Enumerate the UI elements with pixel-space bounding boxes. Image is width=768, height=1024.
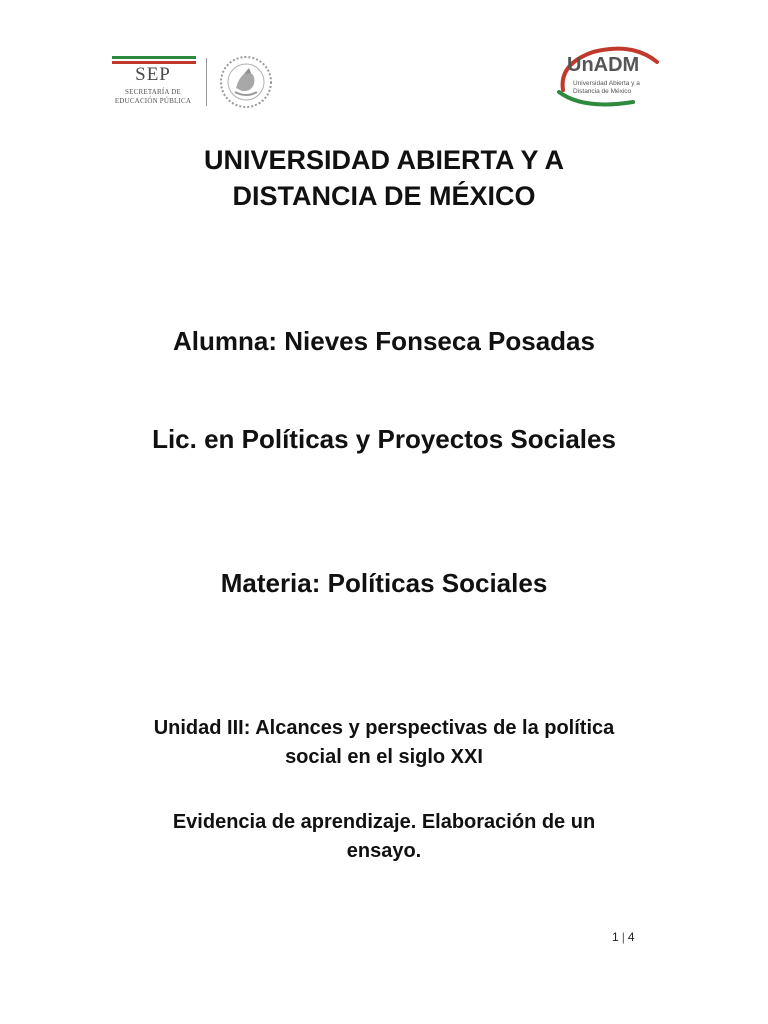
unit-title-line1: Unidad III: Alcances y perspectivas de la política xyxy=(153,717,615,739)
university-title-line2: DISTANCIA DE MÉXICO xyxy=(232,181,536,211)
page-separator: | xyxy=(621,930,625,944)
logo-divider xyxy=(206,58,207,106)
sep-subtitle-line2: EDUCACIÓN PÚBLICA xyxy=(114,97,192,105)
unit-title-line2: social en el siglo XXI xyxy=(285,746,483,768)
unadm-wordmark: UnADM xyxy=(567,54,640,76)
page-total: 4 xyxy=(627,930,635,944)
degree-program: Lic. en Políticas y Proyectos Sociales xyxy=(152,424,616,454)
sep-acronym: SEP xyxy=(135,64,171,85)
sep-subtitle-line1: SECRETARÍA DE xyxy=(125,88,181,96)
evidence-title xyxy=(0,808,768,866)
unadm-logo xyxy=(553,44,663,112)
university-title-line1: UNIVERSIDAD ABIERTA Y A xyxy=(203,145,565,175)
sep-wordmark xyxy=(108,52,198,112)
sep-logo xyxy=(108,52,273,112)
evidence-title-line1: Evidencia de aprendizaje. Elaboración de un xyxy=(172,811,596,833)
student-name: Alumna: Nieves Fonseca Posadas xyxy=(173,326,595,356)
evidence-title-line2: ensayo. xyxy=(346,840,422,862)
subject-name: Materia: Políticas Sociales xyxy=(220,568,548,598)
unadm-subtitle-line1: Universidad Abierta y a xyxy=(573,80,640,87)
page-current: 1 xyxy=(612,930,619,944)
sep-green-bar xyxy=(112,56,196,59)
page-number xyxy=(612,930,635,944)
unadm-subtitle-line2: Distancia de México xyxy=(573,88,632,95)
unit-title xyxy=(0,714,768,772)
mexican-coat-of-arms-icon xyxy=(218,54,274,110)
university-title xyxy=(0,142,768,214)
